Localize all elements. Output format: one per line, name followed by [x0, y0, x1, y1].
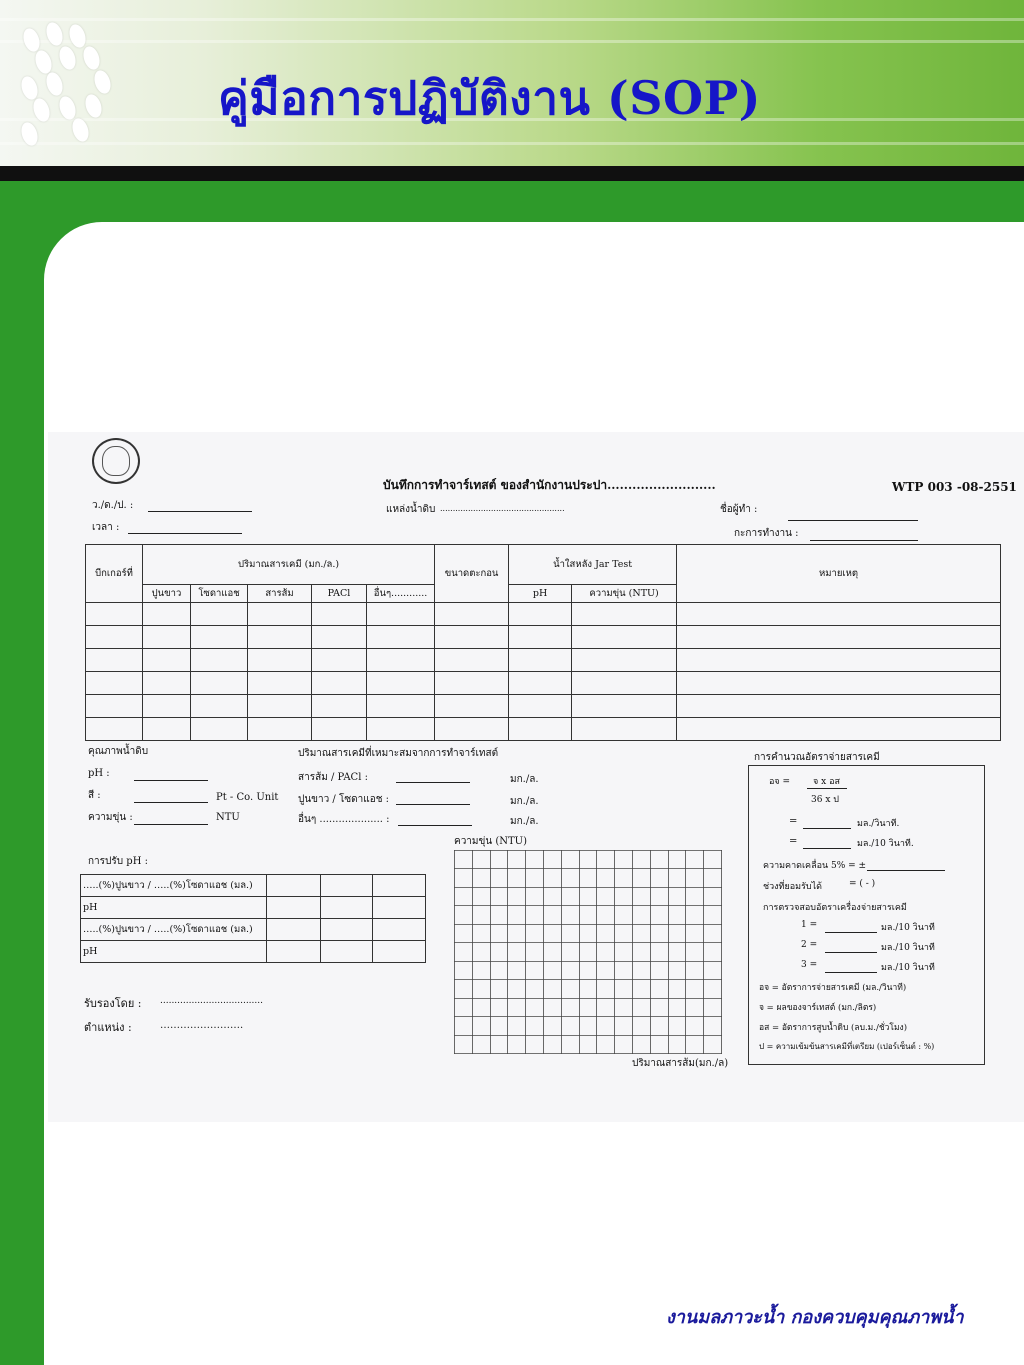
raw-ph-line [134, 780, 208, 781]
table-row [86, 695, 1001, 718]
chart-xlabel: ปริมาณสารส้ม(มก./ล) [632, 1058, 729, 1069]
operator-label: ชื่อผู้ทำ : [720, 504, 758, 515]
legend-line: จ = ผลของจาร์เทสต์ (มก./ลิตร) [759, 1003, 877, 1013]
col-alum: สารส้ม [248, 585, 312, 603]
table-row [81, 875, 426, 897]
ph-adjust-heading: การปรับ pH : [88, 856, 148, 867]
jar-test-table [85, 544, 1001, 741]
ph-adjust-row-ph-1: pH [81, 897, 267, 919]
optimal-line-lime: ปูนขาว / โซดาแอช : [298, 794, 390, 805]
table-row [86, 672, 1001, 695]
form-title: บันทึกการทำจาร์เทสต์ ของสำนักงานประปา.......................... [383, 478, 716, 492]
col-soda-ash: โซดาแอช [191, 585, 248, 603]
col-other: อื่นๆ............ [367, 585, 435, 603]
tolerance-line [867, 870, 945, 871]
optimal-unit-3: มก./ล. [510, 816, 539, 827]
col-beaker: บีกเกอร์ที่ [86, 545, 143, 603]
footer-credit: งานมลภาวะน้ำ กองควบคุมคุณภาพน้ำ [666, 1307, 964, 1328]
header-banner [0, 0, 1024, 168]
position-label: ตำแหน่ง : [84, 1021, 132, 1034]
col-pacl: PACl [312, 585, 367, 603]
approved-by-dots: .................................... [160, 996, 263, 1006]
optimal-unit-2: มก./ล. [510, 796, 539, 807]
eq2-unit: มล./10 วินาที. [857, 839, 914, 849]
eq2-equals: = [789, 836, 798, 847]
optimal-line-alum: สารส้ม / PACl : [298, 772, 368, 783]
col-lime: ปูนขาว [143, 585, 191, 603]
raw-color-label: สี : [88, 790, 101, 801]
eq1-line [803, 828, 851, 829]
operator-line [788, 520, 918, 521]
table-row [86, 649, 1001, 672]
form-code: WTP 003 -08-2551 [892, 480, 1017, 494]
ph-adjust-row-dose-1: …..(%)ปูนขาว / …..(%)โซดาแอช (มล.) [81, 875, 267, 897]
check-1: 1 = [801, 920, 818, 930]
date-line [148, 511, 252, 512]
range-value: = ( - ) [849, 879, 876, 889]
raw-color-unit: Pt - Co. Unit [216, 792, 279, 803]
raw-turbidity-line [134, 824, 208, 825]
raw-turbidity-label: ความขุ่น : [88, 812, 133, 823]
calc-box [748, 765, 985, 1065]
tolerance-label: ความคาดเคลื่อน 5% = ± [763, 861, 867, 871]
col-remark: หมายเหตุ [677, 545, 1001, 603]
formula-bar [807, 788, 847, 789]
check-1-unit: มล./10 วินาที [881, 923, 935, 933]
col-floc-size: ขนาดตะกอน [435, 545, 509, 603]
check-2-line [825, 952, 877, 953]
optimal-other-underline [398, 825, 472, 826]
check-3-line [825, 972, 877, 973]
optimal-heading: ปริมาณสารเคมีที่เหมาะสมจากการทำจาร์เทสต์ [298, 748, 499, 759]
calc-heading: การคำนวณอัตราจ่ายสารเคมี [754, 752, 880, 763]
header-divider [0, 166, 1024, 181]
shift-label: กะการทำงาน : [734, 528, 799, 539]
table-row [81, 919, 426, 941]
legend-line: อส = อัตราการสูบน้ำดิบ (ลบ.ม./ชั่วโมง) [759, 1023, 908, 1033]
source-dots: ................................................. [440, 504, 565, 513]
legend-line: อจ = อัตราการจ่ายสารเคมี (มล./วินาที) [759, 983, 907, 993]
formula-lhs: อจ = [769, 777, 791, 787]
chart-ylabel: ความขุ่น (NTU) [454, 836, 528, 847]
table-row [81, 897, 426, 919]
eq1-unit: มล./วินาที. [857, 819, 900, 829]
ph-adjust-table [80, 874, 426, 963]
check-2-unit: มล./10 วินาที [881, 943, 935, 953]
table-row [86, 718, 1001, 741]
check-3-unit: มล./10 วินาที [881, 963, 935, 973]
table-row [86, 626, 1001, 649]
check-heading: การตรวจสอบอัตราเครื่องจ่ายสารเคมี [763, 903, 907, 913]
legend-line: ป = ความเข้มข้นสารเคมีที่เตรียม (เปอร์เซ็นต์ : %) [759, 1042, 935, 1051]
raw-ph-label: pH : [88, 768, 110, 779]
col-turbidity: ความขุ่น (NTU) [572, 585, 677, 603]
jar-test-form [48, 432, 1024, 1122]
eq1-equals: = [789, 816, 798, 827]
table-row [81, 941, 426, 963]
eq2-line [803, 848, 851, 849]
position-dots: ……………………. [160, 1020, 244, 1031]
date-label: ว./ด./ป. : [92, 500, 134, 511]
formula-denominator: 36 x ป [811, 795, 839, 805]
table-row [86, 603, 1001, 626]
time-line [128, 533, 242, 534]
check-3: 3 = [801, 960, 818, 970]
col-ph: pH [509, 585, 572, 603]
turbidity-chart-grid [454, 850, 722, 1054]
ph-adjust-row-ph-2: pH [81, 941, 267, 963]
ph-adjust-row-dose-2: …..(%)ปูนขาว / …..(%)โซดาแอช (มล.) [81, 919, 267, 941]
check-2: 2 = [801, 940, 818, 950]
optimal-lime-underline [396, 804, 470, 805]
range-label: ช่วงที่ยอมรับได้ [763, 882, 823, 892]
shift-line [810, 540, 918, 541]
time-label: เวลา : [92, 522, 120, 533]
raw-turbidity-unit: NTU [216, 812, 240, 823]
approved-by-label: รับรองโดย : [84, 997, 142, 1010]
check-1-line [825, 932, 877, 933]
col-chemical-group: ปริมาณสารเคมี (มก./ล.) [143, 545, 435, 585]
optimal-line-other: อื่นๆ .................... : [298, 814, 390, 825]
agency-seal-icon [92, 438, 140, 484]
formula-numerator: จ x อส [813, 777, 840, 787]
optimal-unit-1: มก./ล. [510, 774, 539, 785]
optimal-alum-underline [396, 782, 470, 783]
slide-title: คู่มือการปฏิบัติงาน (SOP) [218, 71, 761, 125]
col-clear-water-group: น้ำใสหลัง Jar Test [509, 545, 677, 585]
source-label: แหล่งน้ำดิบ [386, 504, 436, 515]
raw-color-line [134, 802, 208, 803]
raw-quality-heading: คุณภาพน้ำดิบ [88, 746, 149, 757]
